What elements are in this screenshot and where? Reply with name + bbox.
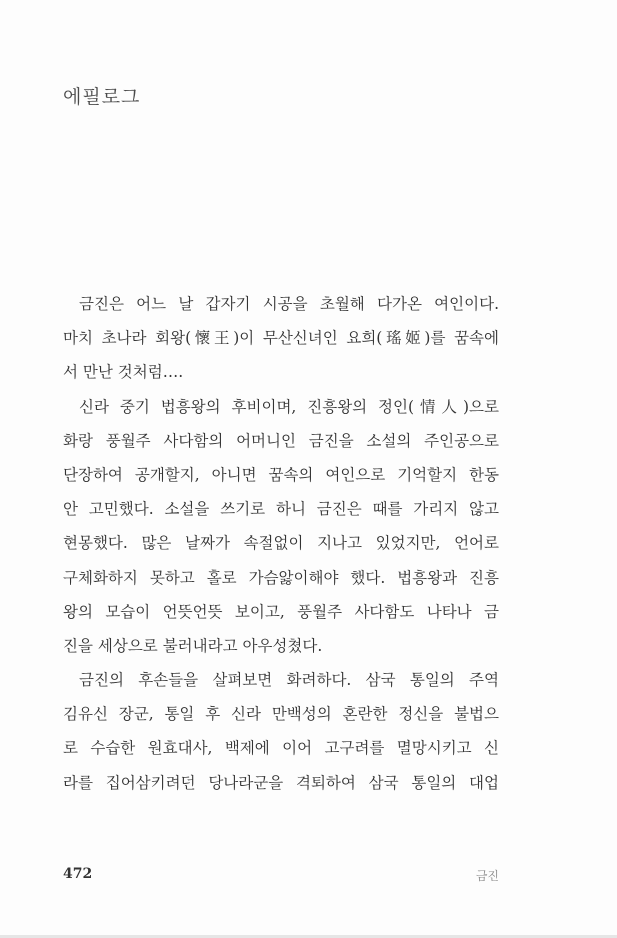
text-line: 금진의 후손들을 살펴보면 화려하다. 삼국 통일의 주역 <box>79 671 499 690</box>
text-line: 현몽했다. 많은 날짜가 속절없이 지나고 있었지만, 언어로 <box>63 534 499 553</box>
page-number: 472 <box>63 866 93 882</box>
running-title: 금진 <box>475 869 499 883</box>
paragraph-2 <box>63 390 499 664</box>
paragraph-1 <box>63 287 499 390</box>
text-line: 구체화하지 못하고 홀로 가슴앓이해야 했다. 법흥왕과 진흥 <box>63 568 499 587</box>
chapter-title: 에필로그 <box>63 86 141 108</box>
text-line: 단장하여 공개할지, 아니면 꿈속의 여인으로 기억할지 한동 <box>63 465 499 484</box>
text-line: 화랑 풍월주 사다함의 어머니인 금진을 소설의 주인공으로 <box>63 431 499 450</box>
text-line: 안 고민했다. 소설을 쓰기로 하니 금진은 때를 가리지 않고 <box>63 500 499 519</box>
paragraph-3 <box>63 663 499 800</box>
text-line: 김유신 장군, 통일 후 신라 만백성의 혼란한 정신을 불법으 <box>63 705 499 724</box>
text-line: 신라 중기 법흥왕의 후비이며, 진흥왕의 정인(情人)으로 <box>79 397 499 416</box>
text-line: 서 만난 것처럼…. <box>63 363 184 382</box>
text-line: 라를 집어삼키려던 당나라군을 격퇴하여 삼국 통일의 대업 <box>63 773 499 792</box>
body-text <box>63 287 499 800</box>
text-line: 금진은 어느 날 갑자기 시공을 초월해 다가온 여인이다. <box>79 295 499 313</box>
text-line: 마치 초나라 회왕(懷王)이 무산신녀인 요희(瑤姬)를 꿈속에 <box>63 329 499 348</box>
text-line: 왕의 모습이 언뜻언뜻 보이고, 풍월주 사다함도 나타나 금 <box>63 602 499 621</box>
text-line: 로 수습한 원효대사, 백제에 이어 고구려를 멸망시키고 신 <box>63 739 499 758</box>
text-line: 진을 세상으로 불러내라고 아우성쳤다. <box>63 636 323 655</box>
